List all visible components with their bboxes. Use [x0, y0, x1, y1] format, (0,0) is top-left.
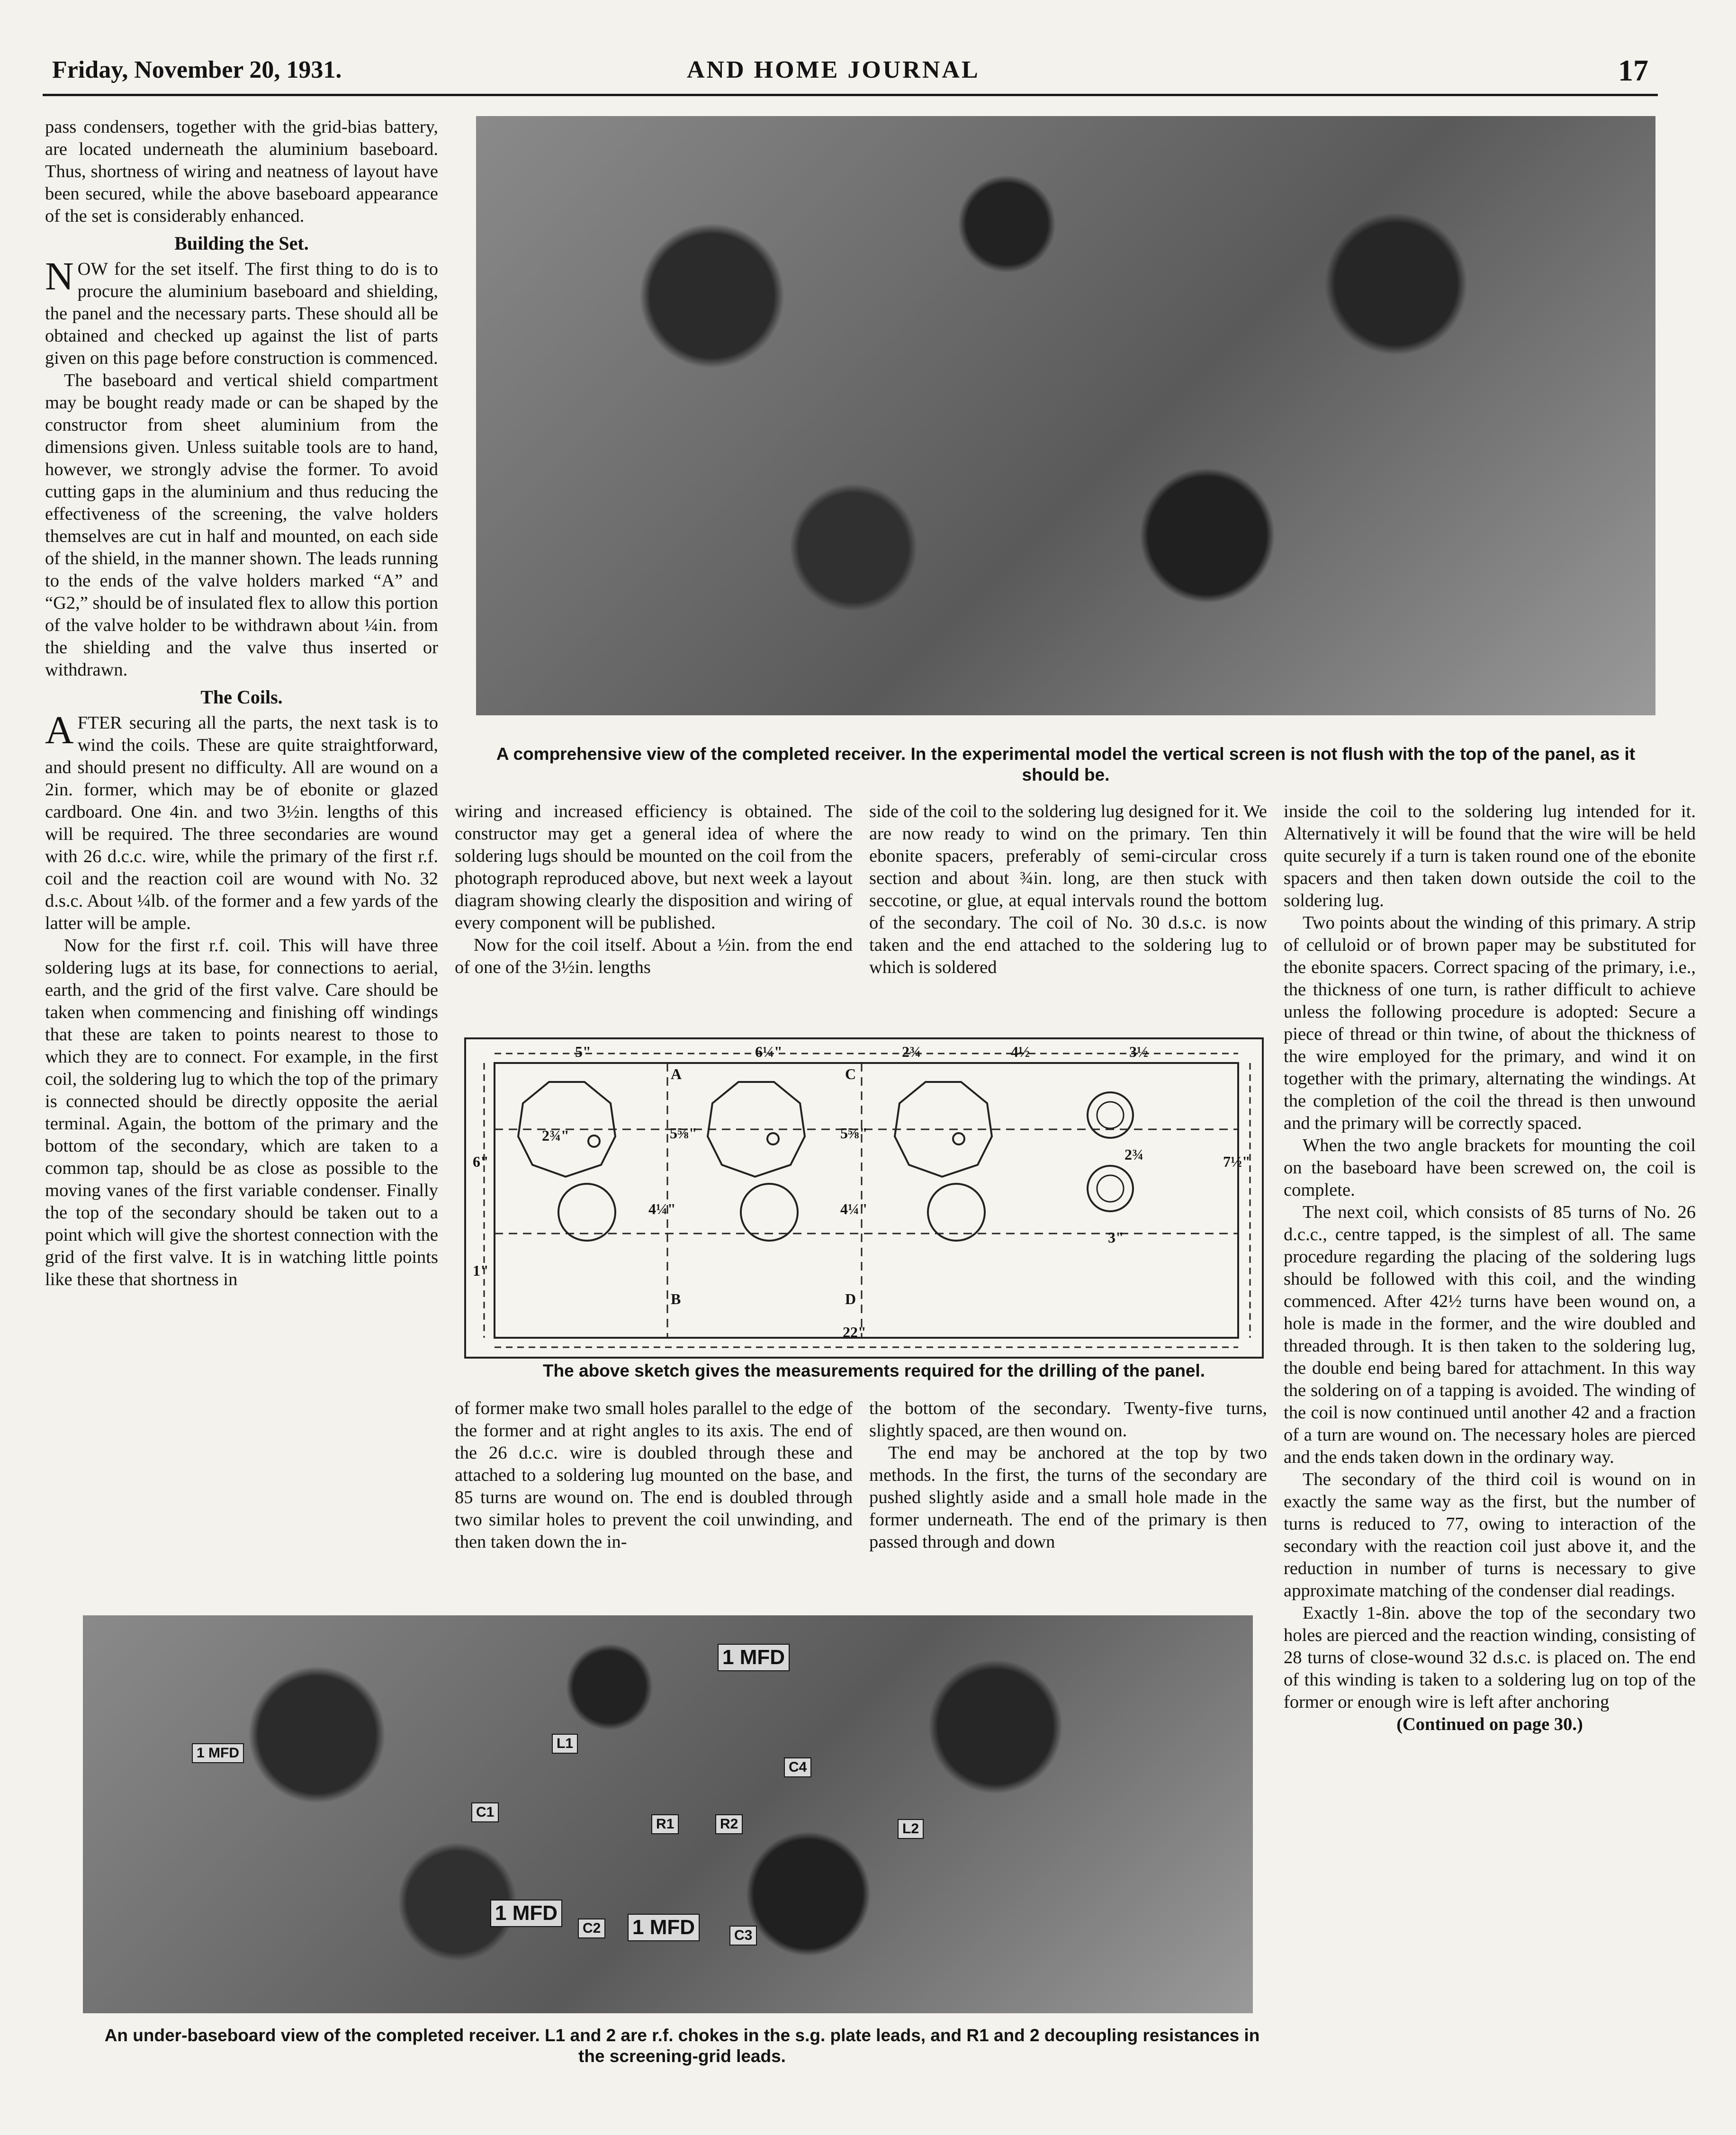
- heading-building-the-set: Building the Set.: [174, 233, 309, 254]
- dim-label: 6": [473, 1153, 489, 1170]
- dim-label: 2¾: [902, 1043, 921, 1060]
- column-2-lower: [455, 1397, 853, 1553]
- dim-label: 4¼": [840, 1200, 868, 1217]
- column-3-upper: [869, 801, 1267, 979]
- dim-label: 3": [1108, 1229, 1124, 1246]
- receiver-top-photo: [476, 116, 1655, 715]
- component-label: 1 MFD: [628, 1914, 700, 1941]
- bottom-photo-caption: An under-baseboard view of the completed receiver. L1 and 2 are r.f. chokes in the s.g. plate leads, and R1 and 2 decoupling resistances in the screening-grid leads.: [104, 2026, 1260, 2066]
- dim-label: 1": [473, 1262, 489, 1279]
- sketch-drawing: [466, 1039, 1262, 1357]
- paragraph: Now for the first r.f. coil. This will have three soldering lugs at its base, for connections to aerial, earth, and the grid of the first valve. Care should be taken when commencing and finishing off windings that these are taken to points nearest to those to which they are to connect. For example, in the first coil, the soldering lug to which the top of the primary is connected should be directly opposite the aerial terminal. Again, the bottom of the primary and the bottom of the secondary, which are taken to a common tap, should be as close as possible to the moving vanes of the first variable condenser. Finally the top of the secondary should be taken out to a point which will give the shortest connection with the grid of the first valve. It is in watching little points like these that shortness in: [45, 936, 438, 1289]
- component-label: L2: [898, 1819, 924, 1839]
- issue-date: Friday, November 20, 1931.: [52, 56, 342, 83]
- continuation-note: (Continued on page 30.): [1396, 1714, 1583, 1734]
- dim-label: 4½: [1011, 1043, 1030, 1060]
- paragraph: [45, 254, 438, 369]
- paragraph: The next coil, which consists of 85 turns of No. 26 d.c.c., centre tapped, is the simplest of all. The same procedure regarding the placing of the soldering lugs should be followed with this coil, and the winding commenced. After 42½ turns have been wound on, a hole is made in the former, and the wire doubled and threaded through. It is then taken to the soldering lug, the double end being bared for attachment. In this way the soldering on of a tapping is avoided. The winding of the coil is now continued until another 42 and a fraction of a turn are wound on. The necessary holes are pierced and the ends taken down in the ordinary way.: [1284, 1202, 1696, 1467]
- component-label: 1 MFD: [718, 1644, 790, 1671]
- paragraph-text: OW for the set itself. The first thing to do is to procure the aluminium baseboard and shielding, the panel and the necessary parts. These should all be obtained and checked up against the list of parts given on this page before construction is commenced.: [45, 259, 438, 368]
- dim-label: 5⅝": [840, 1125, 868, 1142]
- dim-label: 5": [575, 1043, 591, 1060]
- masthead: [52, 56, 1648, 94]
- heading-the-coils: The Coils.: [200, 686, 283, 708]
- paragraph: [45, 708, 438, 935]
- header-rule: [43, 94, 1658, 96]
- top-photo-caption: A comprehensive view of the completed receiver. In the experimental model the vertical screen is not flush with the top of the panel, as it should be.: [496, 744, 1636, 784]
- paragraph: side of the coil to the soldering lug designed for it. We are now ready to wind on the primary. Ten thin ebonite spacers, preferably of semi-circular cross section and about ¾in. long, are then stuck with seccotine, or glue, at equal intervals round the bottom of the secondary. The coil of No. 30 d.s.c. is now taken and the end attached to the soldering lug to which is soldered: [869, 802, 1267, 977]
- paragraph: wiring and increased efficiency is obtained. The constructor may get a general idea of where the soldering lugs should be mounted on the coil from the photograph reproduced above, but next week a layout diagram showing clearly the disposition and wiring of every component will be published.: [455, 802, 853, 933]
- dim-label: 4¼": [648, 1200, 676, 1217]
- dim-label: 2¾: [1124, 1146, 1143, 1163]
- paragraph: Two points about the winding of this primary. A strip of celluloid or of brown paper may be substituted for the ebonite spacers. Correct spacing of the primary, i.e., the thickness of one turn, is rather difficult to achieve unless the following procedure is adopted: Secure a piece of thread or thin twine, of about the thickness of the wire employed for the primary, and wind it on together with the primary, alternating the windings. At the completion of the coil the thread is then unwound and the primary will be correctly spaced.: [1284, 913, 1696, 1133]
- paragraph: The end may be anchored at the top by two methods. In the first, the turns of the secondary are pushed slightly aside and a small hole made in the former underneath. The end of the primary is then passed through and down: [869, 1443, 1267, 1552]
- component-label: C2: [578, 1919, 605, 1938]
- under-baseboard-photo: [83, 1615, 1253, 2013]
- dim-label: 5⅝": [670, 1125, 697, 1142]
- page-number: 17: [1618, 54, 1648, 87]
- column-2-upper: [455, 801, 853, 979]
- component-label: L1: [552, 1734, 578, 1754]
- dim-label: 3½: [1129, 1043, 1148, 1060]
- paragraph: Exactly 1-8in. above the top of the secondary two holes are pierced and the reaction winding, consisting of 28 turns of close-wound 32 d.s.c. is placed on. The end of this winding is taken to a soldering lug on top of the former or enough wire is left after anchoring: [1284, 1603, 1696, 1712]
- component-label: 1 MFD: [490, 1900, 562, 1927]
- point-label: B: [671, 1290, 681, 1307]
- panel-drilling-sketch: [464, 1037, 1264, 1359]
- component-label: R1: [651, 1814, 679, 1834]
- component-label: C1: [471, 1802, 499, 1822]
- drop-cap: A: [45, 708, 74, 752]
- drop-cap: N: [45, 254, 74, 298]
- paragraph: of former make two small holes parallel to the edge of the former and at right angles to its axis. The end of the 26 d.c.c. wire is doubled through these and attached to a soldering lug mounted on the base, and 85 turns are wound on. The end is doubled through two similar holes to prevent the coil unwinding, and then taken down the in-: [455, 1398, 853, 1552]
- column-4: [1284, 801, 1696, 1736]
- paragraph: When the two angle brackets for mounting the coil on the baseboard have been screwed on, the coil is complete.: [1284, 1135, 1696, 1200]
- dim-label: 2¾": [542, 1127, 569, 1144]
- dim-label: 7½": [1223, 1153, 1250, 1170]
- component-label: C3: [729, 1926, 757, 1946]
- point-label: C: [845, 1065, 856, 1082]
- point-label: A: [671, 1065, 682, 1082]
- column-3-lower: [869, 1397, 1267, 1553]
- component-label: 1 MFD: [192, 1743, 244, 1763]
- intro-paragraph: pass condensers, together with the grid-bias battery, are located underneath the aluminium baseboard. Thus, shortness of wiring and neatness of layout have been secured, while the above baseboard appearance of the set is considerably enhanced.: [45, 117, 438, 226]
- paragraph-text: FTER securing all the parts, the next task is to wind the coils. These are quite straightforward, and should present no difficulty. All are wound on a 2in. former, which may be of ebonite or glazed cardboard. One 4in. and two 3½in. lengths of this will be required. The three secondaries are wound with 26 d.c.c. wire, while the primary of the first r.f. coil and the reaction coil are wound with No. 32 d.s.c. About ¼lb. of the former and a few yards of the latter will be ample.: [45, 713, 438, 933]
- publication-title: AND HOME JOURNAL: [687, 56, 980, 83]
- component-label: C4: [784, 1757, 811, 1777]
- paragraph: The secondary of the third coil is wound on in exactly the same way as the first, but the number of turns is reduced to 77, owing to interaction of the secondary with the reaction coil just above it, and the reduction in number of turns is necessary to give approximate matching of the condenser dial readings.: [1284, 1469, 1696, 1601]
- dim-label: 22": [843, 1324, 866, 1341]
- paragraph: inside the coil to the soldering lug intended for it. Alternatively it will be found that the wire will be held quite securely if a turn is taken round one of the ebonite spacers and then taken down outside the coil to the soldering lug.: [1284, 802, 1696, 910]
- point-label: D: [845, 1290, 856, 1307]
- paragraph: The baseboard and vertical shield compartment may be bought ready made or can be shaped by the constructor from sheet aluminium from the dimensions given. Unless suitable tools are to hand, however, we strongly advise the former. To avoid cutting gaps in the aluminium and thus reducing the effectiveness of the screening, the valve holders themselves are cut in half and mounted, on each side of the shield, in the manner shown. The leads running to the ends of the valve holders marked “A” and “G2,” should be of insulated flex to allow this portion of the valve holder to be withdrawn about ¼in. from the shielding and the valve thus inserted or withdrawn.: [45, 370, 438, 680]
- sketch-caption: The above sketch gives the measurements required for the drilling of the panel.: [542, 1361, 1205, 1380]
- dim-label: 6¼": [755, 1043, 783, 1060]
- paragraph: the bottom of the secondary. Twenty-five turns, slightly spaced, are then wound on.: [869, 1398, 1267, 1441]
- column-1: [45, 116, 438, 1291]
- component-label: R2: [715, 1814, 743, 1834]
- paragraph: Now for the coil itself. About a ½in. from the end of one of the 3½in. lengths: [455, 935, 853, 977]
